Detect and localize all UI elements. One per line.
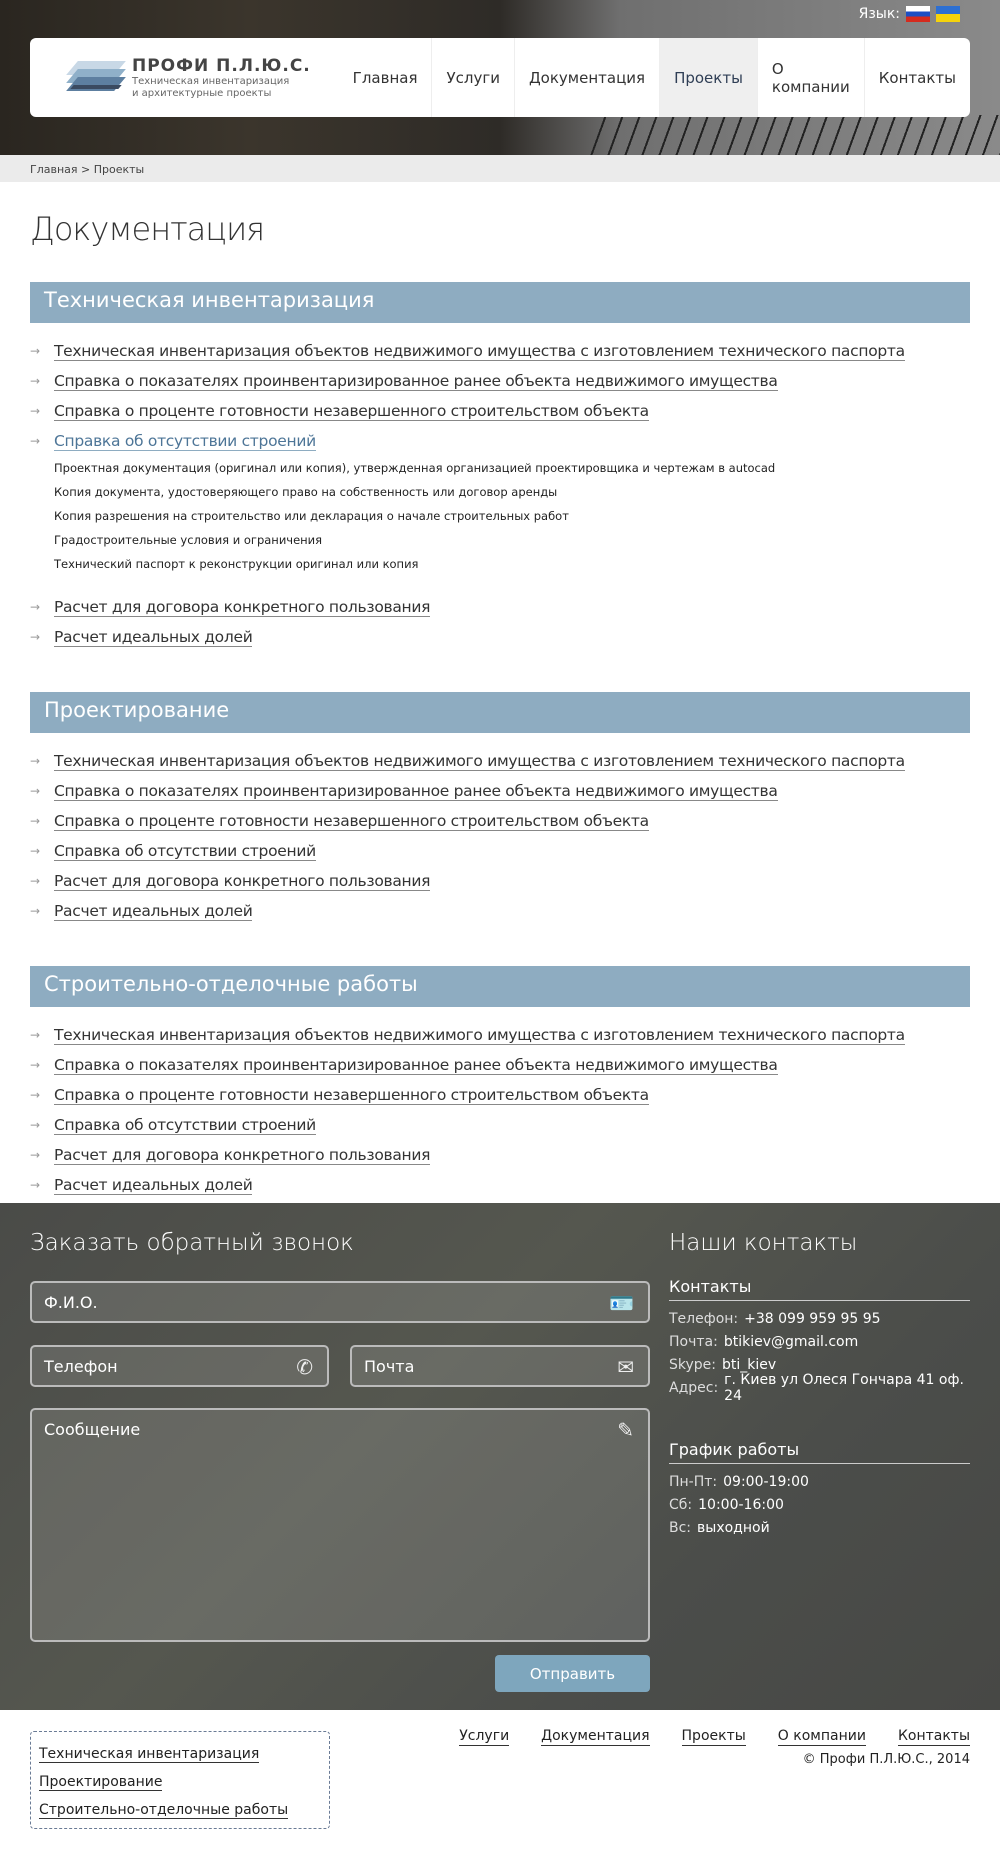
footer-service-link-text: Проектирование <box>39 1774 163 1790</box>
footer-service-link[interactable] <box>39 1796 321 1824</box>
arrow-icon: → <box>30 1088 41 1102</box>
message-placeholder: Сообщение <box>44 1420 141 1439</box>
logo-name: ПРОФИ П.Л.Ю.С. <box>132 55 311 76</box>
list-item-link[interactable]: Техническая инвентаризация объектов недвижимого имущества с изготовлением технического паспорта <box>54 1025 905 1044</box>
list-item-link[interactable]: Справка об отсутствии строений <box>54 431 316 450</box>
logo[interactable] <box>30 38 339 117</box>
nav-item[interactable]: Главная <box>352 68 418 87</box>
list-item-link[interactable]: Расчет идеальных долей <box>54 627 253 646</box>
info-value: +38 099 959 95 95 <box>744 1310 881 1327</box>
list-item-link[interactable]: Расчет идеальных долей <box>54 1175 253 1194</box>
list-item-link[interactable]: Расчет для договора конкретного пользования <box>54 871 431 890</box>
language-label: Язык: <box>858 6 900 22</box>
list-item <box>30 1140 970 1170</box>
phone-icon: ✆ <box>296 1355 313 1379</box>
arrow-icon: → <box>30 1058 41 1072</box>
breadcrumb: Главная > Проекты <box>0 155 1000 182</box>
list-item-link[interactable]: Расчет для договора конкретного пользования <box>54 1145 431 1164</box>
info-label: Пн-Пт: <box>669 1473 718 1490</box>
id-card-icon: 🪪 <box>609 1291 634 1315</box>
arrow-icon: → <box>30 1178 41 1192</box>
page-title: Документация <box>30 210 265 248</box>
submit-button[interactable]: Отправить <box>495 1655 650 1692</box>
sub-item: Копия документа, удостоверяющего право на собственность или договор аренды <box>54 485 558 499</box>
arrow-icon: → <box>30 344 41 358</box>
list-item-link[interactable]: Справка о проценте готовности незавершенного строительством объекта <box>54 1085 649 1104</box>
list-item <box>30 746 970 776</box>
info-value: 10:00-16:00 <box>698 1496 784 1513</box>
footer-nav-link[interactable]: Контакты <box>897 1728 970 1744</box>
footer-nav-link[interactable]: Услуги <box>459 1728 510 1744</box>
main-content <box>30 210 970 1240</box>
nav-item[interactable]: Услуги <box>431 38 513 117</box>
message-textarea[interactable] <box>30 1408 650 1642</box>
list-item <box>30 896 970 926</box>
schedule-heading: График работы <box>669 1440 970 1464</box>
arrow-icon: → <box>30 874 41 888</box>
list-item-link[interactable]: Справка о показателях проинвентаризированное ранее объекта недвижимого имущества <box>54 781 778 800</box>
info-label: Адрес: <box>669 1379 719 1396</box>
section-header: Строительно-отделочные работы <box>30 966 970 1007</box>
footer-nav <box>459 1727 970 1746</box>
list-item <box>30 776 970 806</box>
list-item <box>30 426 970 456</box>
arrow-icon: → <box>30 374 41 388</box>
pen-icon: ✎ <box>617 1418 634 1442</box>
list-item-link[interactable]: Расчет идеальных долей <box>54 901 253 920</box>
contact-section <box>0 1203 1000 1710</box>
nav-item[interactable]: Документация <box>514 38 659 117</box>
info-label: Телефон: <box>669 1310 739 1327</box>
footer-nav-link[interactable]: О компании <box>777 1728 866 1744</box>
phone-input[interactable] <box>30 1345 329 1387</box>
list-item <box>30 806 970 836</box>
info-label: Вс: <box>669 1519 692 1536</box>
list-item <box>30 622 970 652</box>
hero-truss-graphic <box>590 115 1000 155</box>
sub-item: Проектная документация (оригинал или копия), утвержденная организацией проектировщика и чертежам в autocad <box>54 461 776 475</box>
contacts-heading: Контакты <box>669 1277 970 1301</box>
header-nav-box <box>30 38 970 117</box>
info-label: Skype: <box>669 1356 716 1373</box>
section-header: Проектирование <box>30 692 970 733</box>
russian-flag-icon[interactable] <box>906 6 930 22</box>
arrow-icon: → <box>30 1148 41 1162</box>
list-item-link[interactable]: Справка о проценте готовности незавершенного строительством объекта <box>54 811 649 830</box>
name-input[interactable] <box>30 1281 650 1323</box>
email-placeholder: Почта <box>364 1357 415 1376</box>
info-row <box>669 1470 970 1493</box>
footer-nav-link[interactable]: Документация <box>541 1728 650 1744</box>
info-row <box>669 1516 970 1539</box>
arrow-icon: → <box>30 814 41 828</box>
list-item <box>30 836 970 866</box>
list-item-link[interactable]: Расчет для договора конкретного пользования <box>54 597 431 616</box>
arrow-icon: → <box>30 754 41 768</box>
arrow-icon: → <box>30 1028 41 1042</box>
list-item <box>30 1050 970 1080</box>
hero-banner <box>0 0 1000 155</box>
info-row <box>669 1371 970 1404</box>
sub-item: Градостроительные условия и ограничения <box>54 533 323 547</box>
arrow-icon: → <box>30 404 41 418</box>
nav-item[interactable]: Проекты <box>659 38 757 117</box>
list-item <box>30 396 970 426</box>
doc-section <box>30 282 970 652</box>
arrow-icon: → <box>30 784 41 798</box>
arrow-icon: → <box>30 630 41 644</box>
info-row <box>669 1307 970 1330</box>
footer-service-link[interactable] <box>39 1768 321 1796</box>
list-item <box>30 1020 970 1050</box>
list-item-link[interactable]: Справка о показателях проинвентаризированное ранее объекта недвижимого имущества <box>54 371 778 390</box>
nav-item[interactable]: Контакты <box>864 38 970 117</box>
footer-service-link-text: Техническая инвентаризация <box>39 1746 260 1762</box>
list-item-link[interactable]: Справка о проценте готовности незавершенного строительством объекта <box>54 401 649 420</box>
info-value: г. Киев ул Олеся Гончара 41 оф. 24 <box>724 1371 964 1404</box>
logo-tagline: и архитектурные проекты <box>132 87 272 99</box>
ukrainian-flag-icon[interactable] <box>936 6 960 22</box>
info-value: btikiev@gmail.com <box>723 1333 859 1350</box>
info-label: Почта: <box>669 1333 718 1350</box>
info-value: выходной <box>697 1519 770 1536</box>
info-value: bti_kiev <box>722 1356 777 1373</box>
arrow-icon: → <box>30 904 41 918</box>
info-label: Сб: <box>669 1496 693 1513</box>
name-placeholder: Ф.И.О. <box>44 1293 98 1312</box>
footer-services-box <box>30 1731 330 1829</box>
list-item <box>30 866 970 896</box>
contacts-title: Наши контакты <box>669 1230 858 1256</box>
copyright: © Профи П.Л.Ю.С., 2014 <box>802 1752 970 1767</box>
schedule-block <box>669 1440 970 1539</box>
list-item <box>30 366 970 396</box>
email-input[interactable] <box>350 1345 650 1387</box>
sub-item: Технический паспорт к реконструкции оригинал или копия <box>54 557 419 571</box>
doc-section <box>30 966 970 1200</box>
contacts-block <box>669 1277 970 1404</box>
list-item-link[interactable]: Техническая инвентаризация объектов недвижимого имущества с изготовлением технического паспорта <box>54 341 905 360</box>
nav-item[interactable]: О компании <box>757 38 864 117</box>
info-row <box>669 1330 970 1353</box>
list-item <box>30 336 970 366</box>
info-row <box>669 1493 970 1516</box>
sub-item: Копия разрешения на строительство или декларация о начале строительных работ <box>54 509 569 523</box>
list-item-link[interactable]: Техническая инвентаризация объектов недвижимого имущества с изготовлением технического паспорта <box>54 751 905 770</box>
main-nav <box>339 38 970 117</box>
list-item-link[interactable]: Справка о показателях проинвентаризированное ранее объекта недвижимого имущества <box>54 1055 778 1074</box>
sub-list <box>30 456 970 592</box>
list-item <box>30 1170 970 1200</box>
arrow-icon: → <box>30 844 41 858</box>
footer-service-link[interactable] <box>39 1740 321 1768</box>
list-item <box>30 1110 970 1140</box>
logo-icon <box>60 61 122 95</box>
callback-title: Заказать обратный звонок <box>30 1230 354 1256</box>
list-item <box>30 1080 970 1110</box>
envelope-icon: ✉ <box>617 1355 634 1379</box>
list-item <box>30 592 970 622</box>
list-item-link[interactable]: Справка об отсутствии строений <box>54 841 316 860</box>
doc-section <box>30 692 970 926</box>
list-item-link[interactable]: Справка об отсутствии строений <box>54 1115 316 1134</box>
phone-placeholder: Телефон <box>44 1357 118 1376</box>
footer-nav-link[interactable]: Проекты <box>681 1728 746 1744</box>
arrow-icon: → <box>30 600 41 614</box>
info-value: 09:00-19:00 <box>723 1473 809 1490</box>
arrow-icon: → <box>30 1118 41 1132</box>
arrow-icon: → <box>30 434 41 448</box>
language-switcher <box>859 6 960 22</box>
logo-tagline: Техническая инвентаризация <box>132 75 290 87</box>
footer-service-link-text: Строительно-отделочные работы <box>39 1802 289 1818</box>
section-header: Техническая инвентаризация <box>30 282 970 323</box>
